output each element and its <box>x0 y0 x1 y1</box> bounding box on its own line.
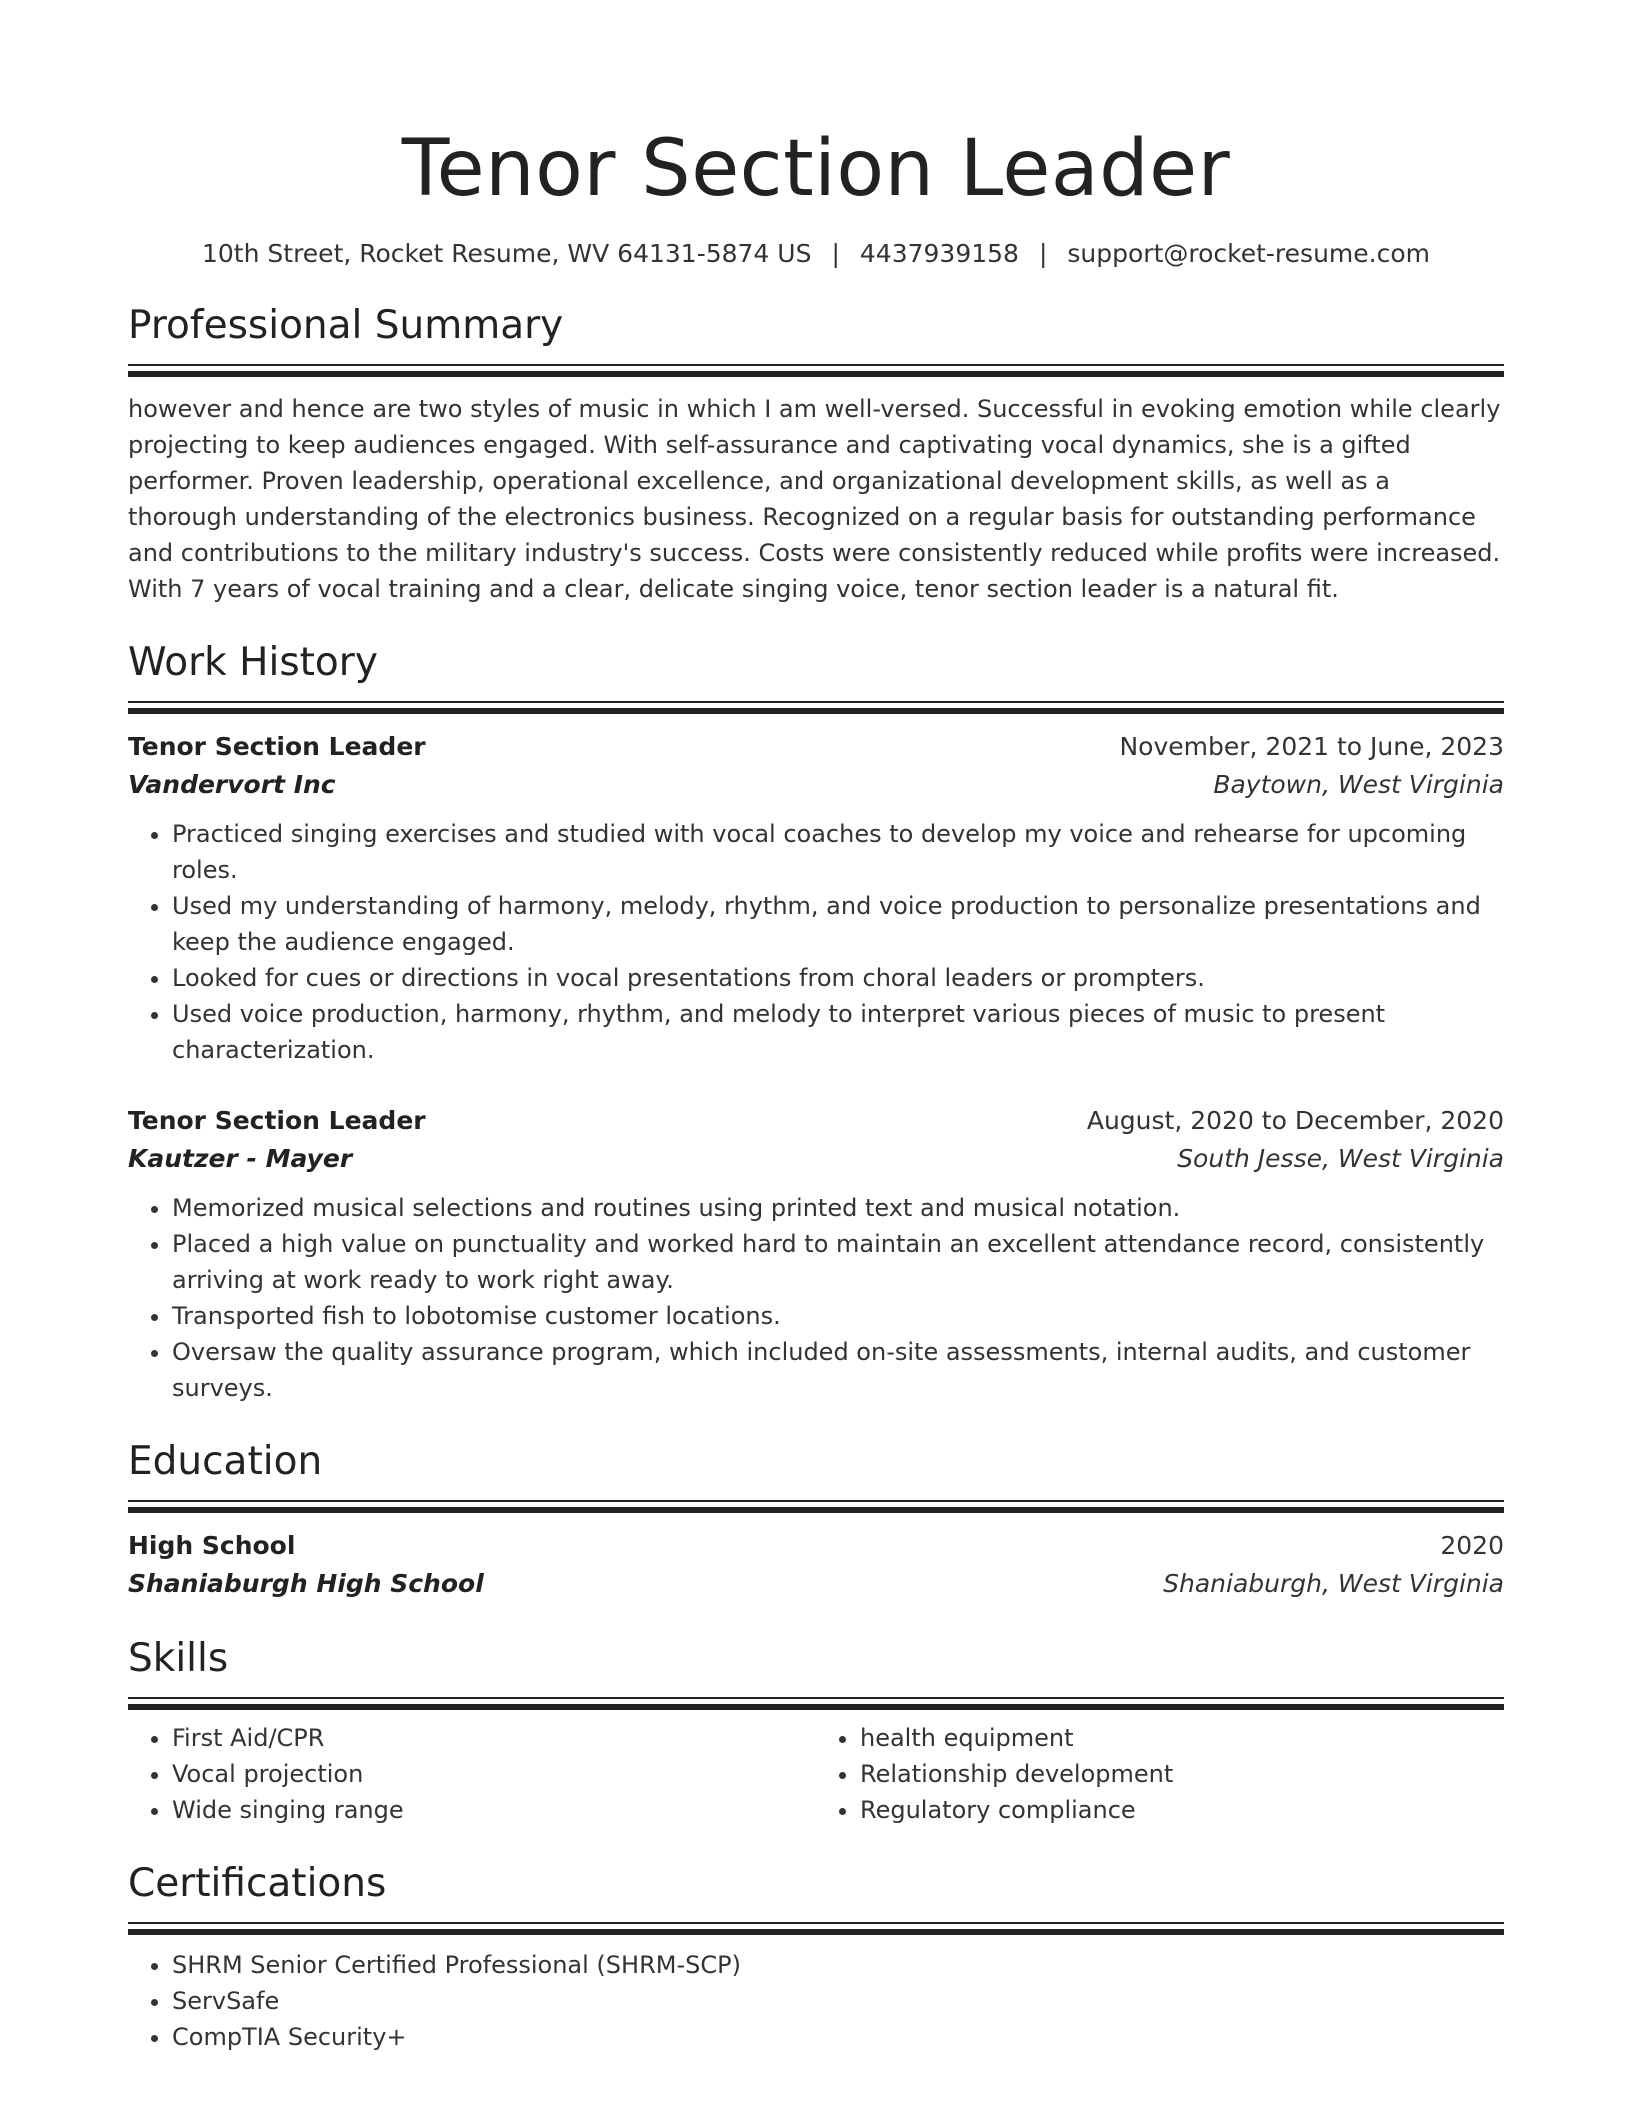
job-company-row <box>128 766 1504 804</box>
certifications-list <box>128 1947 1504 2055</box>
summary-heading: Professional Summary <box>128 303 564 348</box>
skills-section <box>128 1635 1504 1828</box>
summary-section <box>128 302 1504 607</box>
skill-item: • Vocal projection <box>172 1756 816 1792</box>
section-divider <box>128 1500 1504 1502</box>
contact-separator: | <box>831 239 840 268</box>
job-entry <box>128 728 1504 1068</box>
work-history-heading: Work History <box>128 640 378 685</box>
certification-item: • CompTIA Security+ <box>172 2019 1504 2055</box>
job-bullet: • Used my understanding of harmony, melody, rhythm, and voice production to personalize presentations and keep the audience engaged. <box>172 888 1504 960</box>
section-divider <box>128 701 1504 703</box>
certifications-heading: Certifications <box>128 1861 387 1906</box>
job-header-row <box>128 728 1504 766</box>
job-location: South Jesse, West Virginia <box>1177 1144 1504 1173</box>
education-heading: Education <box>128 1439 323 1484</box>
skill-item: • Wide singing range <box>172 1792 816 1828</box>
resume-name: Tenor Section Leader <box>401 124 1231 214</box>
job-title: Tenor Section Leader <box>128 1106 426 1135</box>
contact-phone: 4437939158 <box>859 239 1019 268</box>
section-divider-thick <box>128 1507 1504 1513</box>
education-school: Shaniaburgh High School <box>128 1569 484 1598</box>
skill-item: • Regulatory compliance <box>860 1792 1504 1828</box>
education-header-row <box>128 1527 1504 1565</box>
job-company-row <box>128 1140 1504 1178</box>
education-school-row <box>128 1565 1504 1603</box>
contact-address: 10th Street, Rocket Resume, WV 64131-5874 US <box>202 239 812 268</box>
education-location: Shaniaburgh, West Virginia <box>1163 1569 1504 1598</box>
contact-line <box>128 238 1504 270</box>
skill-item: • First Aid/CPR <box>172 1720 816 1756</box>
certification-item: • ServSafe <box>172 1983 1504 2019</box>
job-title: Tenor Section Leader <box>128 732 426 761</box>
work-history-section <box>128 639 1504 1406</box>
education-entry <box>128 1527 1504 1603</box>
skills-list-left <box>128 1720 816 1828</box>
job-location: Baytown, West Virginia <box>1213 770 1504 799</box>
section-divider <box>128 1922 1504 1924</box>
summary-text: however and hence are two styles of music in which I am well-versed. Successful in evoking emotion while clearly projecting to keep audiences engaged. With self-assurance and captivating vocal dynamics, she is a gifted performer. Proven leadership, operational excellence, and organizational development skills, as well as a thorough understanding of the electronics business. Recognized on a regular basis for outstanding performance and contributions to the military industry's success. Costs were consistently reduced while profits were increased. With 7 years of vocal training and a clear, delicate singing voice, tenor section leader is a natural fit. <box>128 395 1501 603</box>
skills-heading: Skills <box>128 1636 229 1681</box>
section-divider-thick <box>128 371 1504 377</box>
education-year: 2020 <box>1440 1531 1504 1560</box>
job-dates: November, 2021 to June, 2023 <box>1119 732 1504 761</box>
section-divider <box>128 364 1504 366</box>
education-section <box>128 1438 1504 1603</box>
skills-list-right <box>816 1720 1504 1828</box>
job-bullets <box>128 816 1504 1068</box>
skills-grid <box>128 1720 1504 1828</box>
job-company: Kautzer - Mayer <box>128 1144 353 1173</box>
skill-item: • Relationship development <box>860 1756 1504 1792</box>
job-header-row <box>128 1102 1504 1140</box>
certifications-section <box>128 1860 1504 2055</box>
job-bullet: • Oversaw the quality assurance program, which included on-site assessments, internal audits, and customer surveys. <box>172 1334 1504 1406</box>
section-divider-thick <box>128 1929 1504 1935</box>
contact-separator: | <box>1038 239 1048 268</box>
job-bullet: • Placed a high value on punctuality and worked hard to maintain an excellent attendance record, consistently arriving at work ready to work right away. <box>172 1226 1504 1298</box>
job-bullet: • Transported fish to lobotomise customer locations. <box>172 1298 1504 1334</box>
job-dates: August, 2020 to December, 2020 <box>1086 1106 1504 1135</box>
job-bullet: • Looked for cues or directions in vocal presentations from choral leaders or prompters. <box>172 960 1504 996</box>
section-divider-thick <box>128 708 1504 714</box>
education-degree: High School <box>128 1531 296 1560</box>
job-entry <box>128 1102 1504 1406</box>
job-company: Vandervort Inc <box>128 770 336 799</box>
skill-item: • health equipment <box>860 1720 1504 1756</box>
job-bullet: • Used voice production, harmony, rhythm, and melody to interpret various pieces of music to present characterization. <box>172 996 1504 1068</box>
certification-item: • SHRM Senior Certified Professional (SHRM-SCP) <box>172 1947 1504 1983</box>
section-divider-thick <box>128 1704 1504 1710</box>
job-bullet: • Memorized musical selections and routines using printed text and musical notation. <box>172 1190 1504 1226</box>
job-bullets <box>128 1190 1504 1406</box>
section-divider <box>128 1697 1504 1699</box>
job-bullet: • Practiced singing exercises and studied with vocal coaches to develop my voice and rehearse for upcoming roles. <box>172 816 1504 888</box>
contact-email: support@rocket-resume.com <box>1067 239 1430 268</box>
